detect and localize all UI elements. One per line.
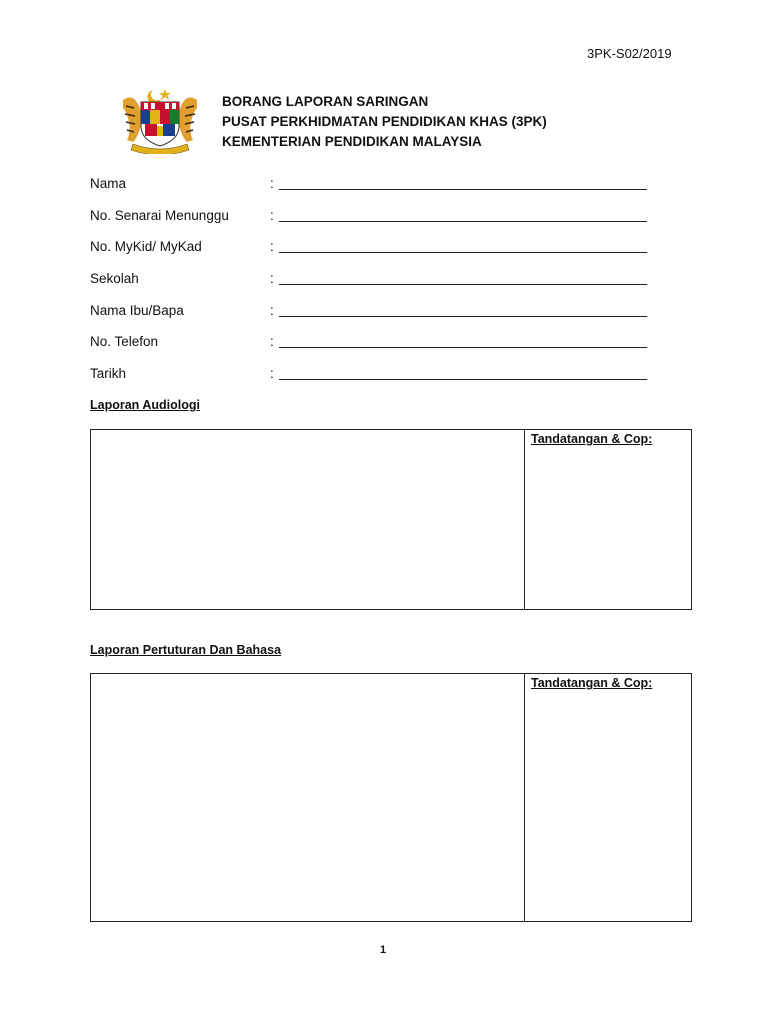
report-text-area[interactable] [91,430,525,609]
field-colon: : [270,271,274,286]
report-text-area[interactable] [91,674,525,921]
field-label: No. Telefon [90,334,159,349]
field-no-mykid-mykad [90,239,650,259]
field-label: No. Senarai Menunggu [90,208,229,223]
ministry-name: KEMENTERIAN PENDIDIKAN MALAYSIA [222,134,482,149]
section-heading-audiologi: Laporan Audiologi [90,398,200,412]
form-title: BORANG LAPORAN SARINGAN [222,94,429,109]
field-label: Sekolah [90,271,139,286]
report-box-audiologi [90,429,692,610]
field-blank-line[interactable] [279,379,647,380]
malaysia-coat-of-arms-icon [117,86,203,154]
field-label: Nama [90,176,127,191]
signature-stamp-label: Tandatangan & Cop: [531,432,653,446]
field-tarikh [90,366,650,386]
field-colon: : [270,334,274,349]
field-no-telefon [90,334,650,354]
organisation-name: PUSAT PERKHIDMATAN PENDIDIKAN KHAS (3PK) [222,114,547,129]
field-colon: : [270,208,274,223]
field-colon: : [270,239,274,254]
field-blank-line[interactable] [279,221,647,222]
page-number: 1 [380,944,387,956]
field-blank-line[interactable] [279,347,647,348]
field-blank-line[interactable] [279,316,647,317]
report-box-pertuturan-bahasa [90,673,692,922]
form-title-block [222,92,547,152]
signature-stamp-label: Tandatangan & Cop: [531,676,653,690]
field-colon: : [270,176,274,191]
field-nama [90,176,650,196]
field-label: Tarikh [90,366,127,381]
field-label: Nama Ibu/Bapa [90,303,184,318]
field-label: No. MyKid/ MyKad [90,239,202,254]
field-blank-line[interactable] [279,252,647,253]
field-no-senarai-menunggu [90,208,650,228]
field-blank-line[interactable] [279,284,647,285]
field-nama-ibu-bapa [90,303,650,323]
section-heading-pertuturan-bahasa: Laporan Pertuturan Dan Bahasa [90,643,282,657]
field-colon: : [270,303,274,318]
field-sekolah [90,271,650,291]
field-colon: : [270,366,274,381]
document-code: 3PK-S02/2019 [587,46,672,61]
field-blank-line[interactable] [279,189,647,190]
